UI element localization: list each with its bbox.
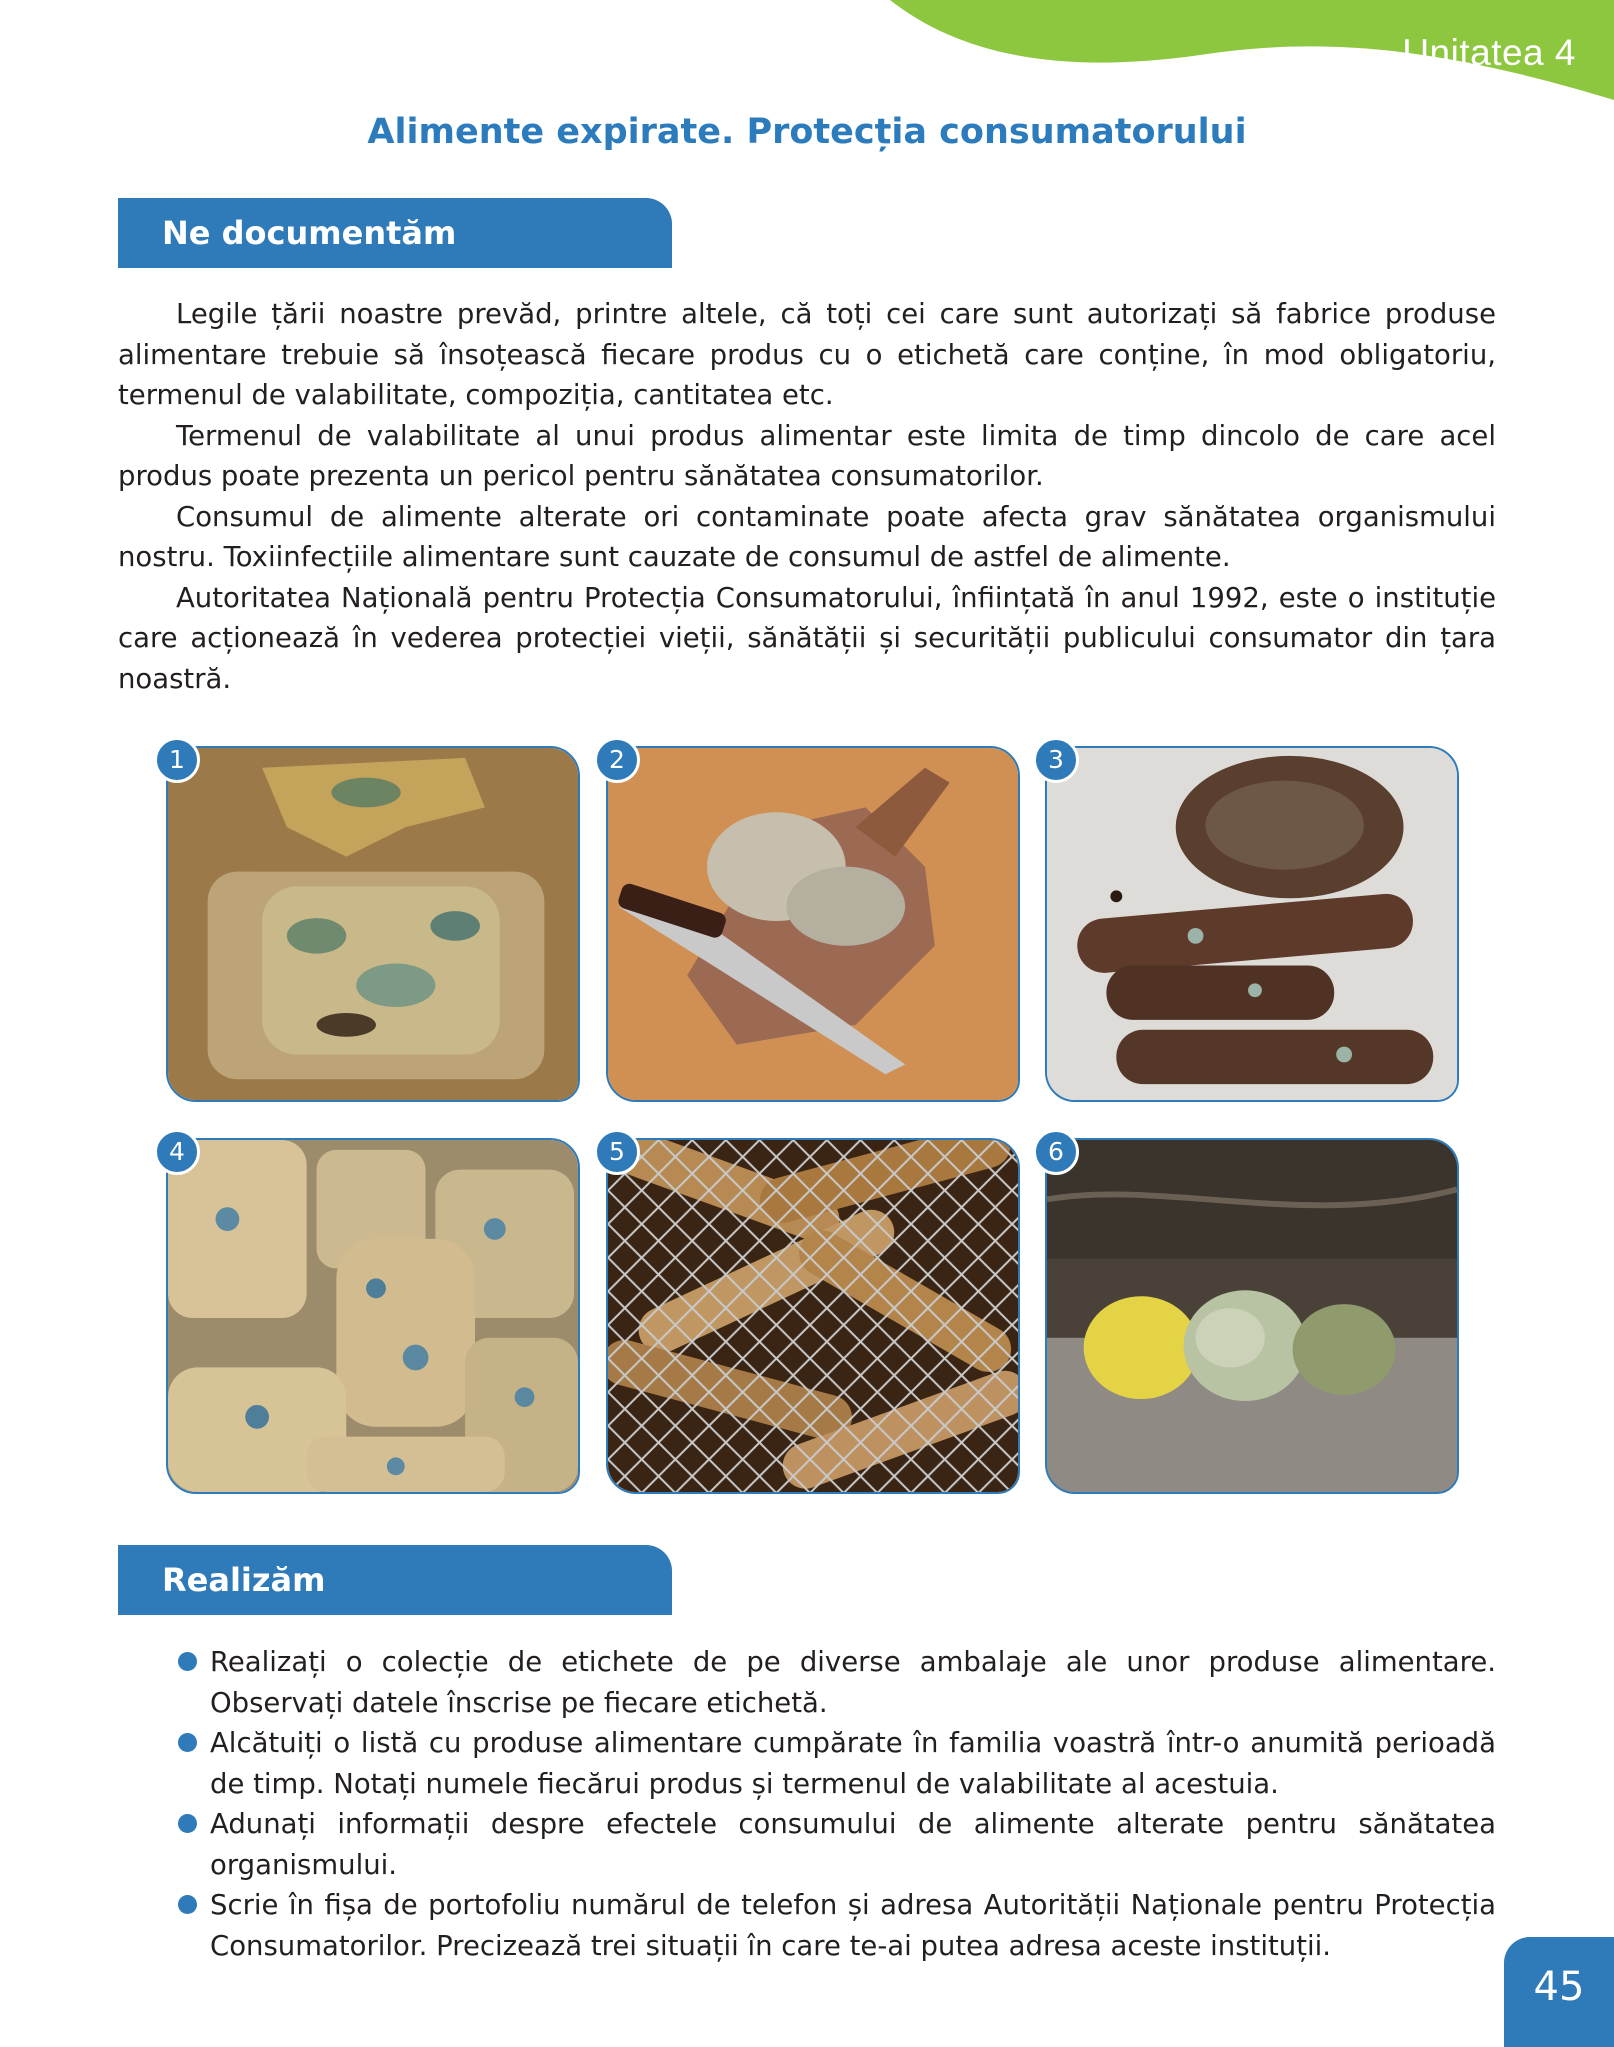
list-item: [178, 1642, 1496, 1723]
section-heading-documentation: Ne documentăm: [118, 198, 672, 268]
photo-number-badge: 3: [1033, 737, 1079, 783]
bullet-icon: [178, 1733, 197, 1752]
list-item: [178, 1804, 1496, 1885]
intro-paragraph: Autoritatea Națională pentru Protecția Consumatorului, înființată în anul 1992, este o instituție care acționează în vederea protecției vieții, sănătății și securității publicului consumator din țara noastră.: [118, 581, 1496, 695]
intro-text: [118, 294, 1496, 699]
bullet-icon: [178, 1895, 197, 1914]
corner-wave-decoration: [0, 0, 1614, 110]
page-title: Alimente expirate. Protecția consumatorului: [367, 112, 1247, 152]
list-item-text: Realizați o colecție de etichete de pe diverse ambalaje ale unor produse alimentare. Observați datele înscrise pe fiecare etichetă.: [210, 1646, 1496, 1719]
bullet-icon: [178, 1652, 197, 1671]
list-item-text: Scrie în fișa de portofoliu numărul de telefon și adresa Autorității Naționale pentru Protecția Consumatorilor. Precizează trei situații în care te-ai putea adresa aceste instituții.: [210, 1889, 1496, 1962]
unit-label: Unitatea 4: [1402, 32, 1576, 73]
photo-moldy-lemons: [1045, 1138, 1459, 1494]
photo-moldy-bread: [166, 746, 580, 1102]
photo-number-badge: 5: [594, 1129, 640, 1175]
photo-moldy-cheese: [166, 1138, 580, 1494]
photo-number-badge: 6: [1033, 1129, 1079, 1175]
intro-paragraph: Termenul de valabilitate al unui produs alimentar este limita de timp dincolo de care acel produs poate prezenta un pericol pentru sănătatea consumatorilor.: [118, 419, 1496, 492]
photo-number-badge: 2: [594, 737, 640, 783]
photo-number-badge: 4: [154, 1129, 200, 1175]
bullet-icon: [178, 1814, 197, 1833]
activities-list: [178, 1642, 1496, 1966]
list-item: [178, 1885, 1496, 1966]
section-heading-activities: Realizăm: [118, 1545, 672, 1615]
page-number: 45: [1504, 1937, 1614, 2047]
intro-paragraph: Consumul de alimente alterate ori contaminate poate afecta grav sănătatea organismului nostru. Toxiinfecțiile alimentare sunt cauzate de consumul de astfel de alimente.: [118, 500, 1496, 573]
photo-moldy-corn: [606, 1138, 1020, 1494]
photo-moldy-sausages: [1045, 746, 1459, 1102]
list-item-text: Adunați informații despre efectele consumului de alimente alterate pentru sănătatea organismului.: [210, 1808, 1496, 1881]
list-item-text: Alcătuiți o listă cu produse alimentare cumpărate în familia voastră într-o anumită perioadă de timp. Notați numele fiecărui produs și termenul de valabilitate al acestuia.: [210, 1727, 1496, 1800]
intro-paragraph: Legile țării noastre prevăd, printre altele, că toți cei care sunt autorizați să fabrice produse alimentare trebuie să însoțească fiecare produs cu o etichetă care conține, în mod obligatoriu, termenul de valabilitate, compoziția, cantitatea etc.: [118, 298, 1496, 411]
photo-moldy-ham: [606, 746, 1020, 1102]
list-item: [178, 1723, 1496, 1804]
photo-number-badge: 1: [154, 737, 200, 783]
